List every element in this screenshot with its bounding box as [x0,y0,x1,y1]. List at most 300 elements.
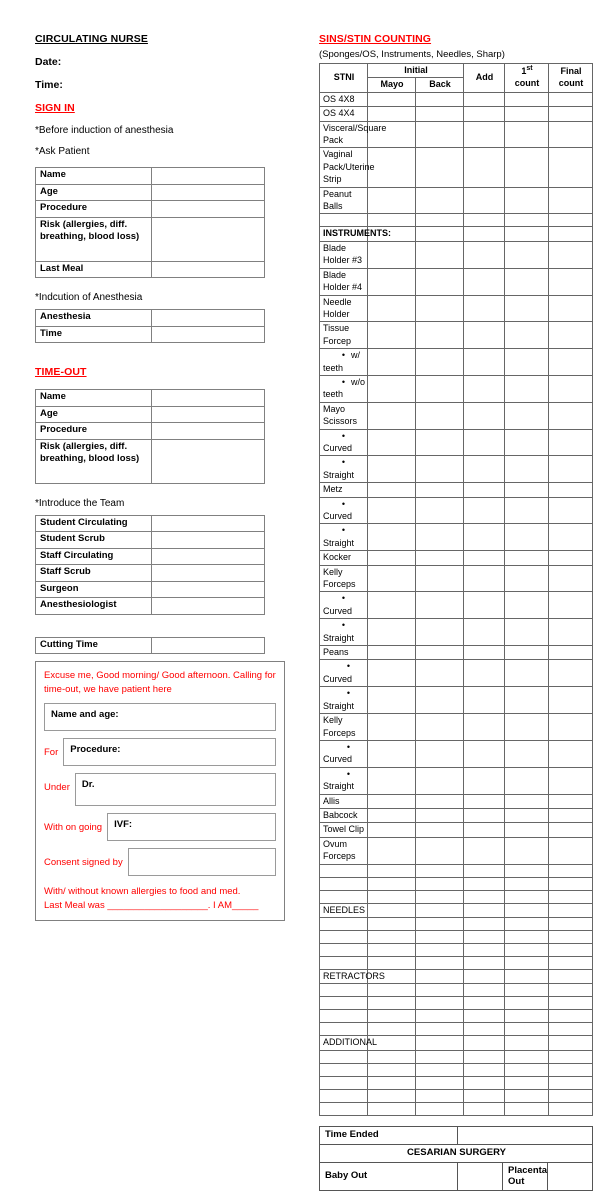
count-entry-cell[interactable] [464,497,505,524]
count-entry-cell[interactable] [416,997,464,1010]
count-entry-cell[interactable] [505,930,549,943]
row-value-field[interactable] [152,515,265,532]
count-entry-cell[interactable] [416,864,464,877]
count-entry-cell[interactable] [416,214,464,227]
count-entry-cell[interactable] [464,551,505,565]
row-value-field[interactable] [152,423,265,440]
count-entry-cell[interactable] [464,592,505,619]
count-entry-cell[interactable] [549,903,593,917]
placenta-out-field[interactable] [548,1162,593,1190]
count-entry-cell[interactable] [368,592,416,619]
count-entry-cell[interactable] [416,714,464,741]
count-entry-cell[interactable] [464,429,505,456]
count-entry-cell[interactable] [416,268,464,295]
blank-label-cell[interactable] [320,984,368,997]
consent-field[interactable] [128,848,276,876]
count-entry-cell[interactable] [505,903,549,917]
count-entry-cell[interactable] [549,956,593,969]
count-entry-cell[interactable] [464,687,505,714]
count-entry-cell[interactable] [368,956,416,969]
count-entry-cell[interactable] [464,864,505,877]
blank-label-cell[interactable] [320,1010,368,1023]
count-entry-cell[interactable] [549,930,593,943]
count-entry-cell[interactable] [549,214,593,227]
blank-label-cell[interactable] [320,214,368,227]
row-value-field[interactable] [152,598,265,615]
count-entry-cell[interactable] [416,1036,464,1050]
count-entry-cell[interactable] [368,295,416,322]
count-entry-cell[interactable] [549,1050,593,1063]
count-entry-cell[interactable] [505,1102,549,1115]
count-entry-cell[interactable] [549,241,593,268]
count-entry-cell[interactable] [368,930,416,943]
count-entry-cell[interactable] [368,349,416,376]
count-entry-cell[interactable] [464,808,505,822]
count-entry-cell[interactable] [505,943,549,956]
count-entry-cell[interactable] [416,1023,464,1036]
count-entry-cell[interactable] [416,687,464,714]
count-entry-cell[interactable] [549,107,593,121]
count-entry-cell[interactable] [505,890,549,903]
count-entry-cell[interactable] [464,524,505,551]
count-entry-cell[interactable] [505,524,549,551]
count-entry-cell[interactable] [549,349,593,376]
count-entry-cell[interactable] [549,794,593,808]
count-entry-cell[interactable] [368,660,416,687]
count-entry-cell[interactable] [505,402,549,429]
count-entry-cell[interactable] [505,295,549,322]
blank-label-cell[interactable] [320,1023,368,1036]
blank-label-cell[interactable] [320,1089,368,1102]
count-entry-cell[interactable] [416,402,464,429]
count-entry-cell[interactable] [368,456,416,483]
count-entry-cell[interactable] [549,823,593,837]
count-entry-cell[interactable] [505,646,549,660]
count-entry-cell[interactable] [549,551,593,565]
count-entry-cell[interactable] [505,456,549,483]
count-entry-cell[interactable] [368,551,416,565]
count-entry-cell[interactable] [368,497,416,524]
row-value-field[interactable] [152,184,265,201]
count-entry-cell[interactable] [368,1102,416,1115]
count-entry-cell[interactable] [464,268,505,295]
count-entry-cell[interactable] [368,714,416,741]
name-and-age-field[interactable]: Name and age: [44,703,276,731]
count-entry-cell[interactable] [464,837,505,864]
count-entry-cell[interactable] [416,660,464,687]
row-value-field[interactable] [152,326,265,343]
blank-label-cell[interactable] [320,1076,368,1089]
count-entry-cell[interactable] [464,241,505,268]
count-entry-cell[interactable] [464,646,505,660]
count-entry-cell[interactable] [416,767,464,794]
count-entry-cell[interactable] [416,375,464,402]
count-entry-cell[interactable] [549,864,593,877]
count-entry-cell[interactable] [368,877,416,890]
count-entry-cell[interactable] [505,121,549,148]
blank-label-cell[interactable] [320,890,368,903]
count-entry-cell[interactable] [505,864,549,877]
count-entry-cell[interactable] [368,1036,416,1050]
count-entry-cell[interactable] [549,148,593,187]
count-entry-cell[interactable] [368,1010,416,1023]
row-value-field[interactable] [152,310,265,327]
count-entry-cell[interactable] [416,497,464,524]
count-entry-cell[interactable] [505,877,549,890]
count-entry-cell[interactable] [505,148,549,187]
count-entry-cell[interactable] [368,402,416,429]
blank-label-cell[interactable] [320,864,368,877]
blank-label-cell[interactable] [320,877,368,890]
count-entry-cell[interactable] [505,1036,549,1050]
count-entry-cell[interactable] [505,1063,549,1076]
count-entry-cell[interactable] [464,1102,505,1115]
count-entry-cell[interactable] [505,1089,549,1102]
count-entry-cell[interactable] [505,241,549,268]
count-entry-cell[interactable] [549,660,593,687]
count-entry-cell[interactable] [549,969,593,983]
count-entry-cell[interactable] [416,646,464,660]
count-entry-cell[interactable] [549,1102,593,1115]
count-entry-cell[interactable] [505,660,549,687]
count-entry-cell[interactable] [416,227,464,241]
count-entry-cell[interactable] [416,592,464,619]
count-entry-cell[interactable] [368,837,416,864]
count-entry-cell[interactable] [464,483,505,497]
count-entry-cell[interactable] [505,1076,549,1089]
count-entry-cell[interactable] [416,903,464,917]
count-entry-cell[interactable] [549,592,593,619]
count-entry-cell[interactable] [368,890,416,903]
count-entry-cell[interactable] [368,429,416,456]
blank-label-cell[interactable] [320,1063,368,1076]
count-entry-cell[interactable] [505,984,549,997]
count-entry-cell[interactable] [464,565,505,592]
count-entry-cell[interactable] [368,524,416,551]
blank-label-cell[interactable] [320,956,368,969]
count-entry-cell[interactable] [549,375,593,402]
count-entry-cell[interactable] [464,148,505,187]
count-entry-cell[interactable] [549,402,593,429]
row-value-field[interactable] [152,565,265,582]
count-entry-cell[interactable] [416,1102,464,1115]
count-entry-cell[interactable] [464,984,505,997]
count-entry-cell[interactable] [368,92,416,106]
count-entry-cell[interactable] [416,187,464,214]
count-entry-cell[interactable] [549,565,593,592]
blank-label-cell[interactable] [320,1102,368,1115]
count-entry-cell[interactable] [464,295,505,322]
count-entry-cell[interactable] [416,429,464,456]
count-entry-cell[interactable] [416,1063,464,1076]
count-entry-cell[interactable] [368,943,416,956]
count-entry-cell[interactable] [368,767,416,794]
count-entry-cell[interactable] [464,349,505,376]
count-entry-cell[interactable] [549,984,593,997]
baby-out-field[interactable] [458,1162,503,1190]
count-entry-cell[interactable] [368,1023,416,1036]
count-entry-cell[interactable] [368,214,416,227]
count-entry-cell[interactable] [464,456,505,483]
count-entry-cell[interactable] [464,1063,505,1076]
count-entry-cell[interactable] [505,794,549,808]
count-entry-cell[interactable] [464,92,505,106]
count-entry-cell[interactable] [549,808,593,822]
blank-label-cell[interactable] [320,1050,368,1063]
count-entry-cell[interactable] [464,1023,505,1036]
count-entry-cell[interactable] [549,1036,593,1050]
count-entry-cell[interactable] [505,956,549,969]
count-entry-cell[interactable] [416,295,464,322]
count-entry-cell[interactable] [505,917,549,930]
count-entry-cell[interactable] [505,429,549,456]
count-entry-cell[interactable] [416,322,464,349]
count-entry-cell[interactable] [464,917,505,930]
count-entry-cell[interactable] [505,619,549,646]
count-entry-cell[interactable] [464,740,505,767]
count-entry-cell[interactable] [505,187,549,214]
time-ended-field[interactable] [458,1126,593,1144]
count-entry-cell[interactable] [549,429,593,456]
count-entry-cell[interactable] [416,956,464,969]
count-entry-cell[interactable] [416,483,464,497]
count-entry-cell[interactable] [368,268,416,295]
count-entry-cell[interactable] [416,241,464,268]
count-entry-cell[interactable] [464,823,505,837]
count-entry-cell[interactable] [464,107,505,121]
count-entry-cell[interactable] [416,121,464,148]
count-entry-cell[interactable] [464,227,505,241]
count-entry-cell[interactable] [464,997,505,1010]
count-entry-cell[interactable] [464,714,505,741]
count-entry-cell[interactable] [505,349,549,376]
count-entry-cell[interactable] [549,524,593,551]
count-entry-cell[interactable] [464,1050,505,1063]
count-entry-cell[interactable] [505,268,549,295]
count-entry-cell[interactable] [549,322,593,349]
count-entry-cell[interactable] [368,322,416,349]
count-entry-cell[interactable] [505,969,549,983]
count-entry-cell[interactable] [368,187,416,214]
row-value-field[interactable] [152,390,265,407]
count-entry-cell[interactable] [368,565,416,592]
row-value-field[interactable] [152,217,265,261]
count-entry-cell[interactable] [368,148,416,187]
count-entry-cell[interactable] [505,1010,549,1023]
count-entry-cell[interactable] [416,1076,464,1089]
count-entry-cell[interactable] [549,1023,593,1036]
count-entry-cell[interactable] [464,943,505,956]
count-entry-cell[interactable] [416,740,464,767]
count-entry-cell[interactable] [505,740,549,767]
count-entry-cell[interactable] [368,903,416,917]
count-entry-cell[interactable] [416,92,464,106]
row-value-field[interactable] [152,532,265,549]
count-entry-cell[interactable] [368,794,416,808]
count-entry-cell[interactable] [505,823,549,837]
count-entry-cell[interactable] [368,107,416,121]
count-entry-cell[interactable] [505,107,549,121]
count-entry-cell[interactable] [549,646,593,660]
count-entry-cell[interactable] [464,877,505,890]
count-entry-cell[interactable] [505,497,549,524]
count-entry-cell[interactable] [416,565,464,592]
count-entry-cell[interactable] [549,295,593,322]
count-entry-cell[interactable] [549,767,593,794]
count-entry-cell[interactable] [505,483,549,497]
count-entry-cell[interactable] [549,1089,593,1102]
count-entry-cell[interactable] [416,943,464,956]
count-entry-cell[interactable] [464,969,505,983]
blank-label-cell[interactable] [320,930,368,943]
count-entry-cell[interactable] [549,619,593,646]
count-entry-cell[interactable] [505,214,549,227]
count-entry-cell[interactable] [416,823,464,837]
count-entry-cell[interactable] [505,714,549,741]
count-entry-cell[interactable] [368,823,416,837]
count-entry-cell[interactable] [505,227,549,241]
row-value-field[interactable] [152,406,265,423]
row-value-field[interactable] [152,261,265,278]
count-entry-cell[interactable] [368,1063,416,1076]
blank-label-cell[interactable] [320,943,368,956]
count-entry-cell[interactable] [464,1076,505,1089]
count-entry-cell[interactable] [549,877,593,890]
count-entry-cell[interactable] [549,740,593,767]
count-entry-cell[interactable] [368,740,416,767]
count-entry-cell[interactable] [368,808,416,822]
count-entry-cell[interactable] [368,1076,416,1089]
count-entry-cell[interactable] [505,92,549,106]
count-entry-cell[interactable] [416,1050,464,1063]
count-entry-cell[interactable] [464,187,505,214]
count-entry-cell[interactable] [549,837,593,864]
count-entry-cell[interactable] [549,714,593,741]
count-entry-cell[interactable] [368,864,416,877]
count-entry-cell[interactable] [464,322,505,349]
count-entry-cell[interactable] [416,551,464,565]
count-entry-cell[interactable] [368,619,416,646]
count-entry-cell[interactable] [464,402,505,429]
count-entry-cell[interactable] [416,890,464,903]
blank-label-cell[interactable] [320,997,368,1010]
count-entry-cell[interactable] [549,687,593,714]
count-entry-cell[interactable] [505,592,549,619]
count-entry-cell[interactable] [505,322,549,349]
count-entry-cell[interactable] [505,837,549,864]
count-entry-cell[interactable] [368,375,416,402]
count-entry-cell[interactable] [549,227,593,241]
row-value-field[interactable] [152,581,265,598]
count-entry-cell[interactable] [416,877,464,890]
procedure-field[interactable]: Procedure: [63,738,276,766]
count-entry-cell[interactable] [505,767,549,794]
count-entry-cell[interactable] [416,107,464,121]
count-entry-cell[interactable] [464,121,505,148]
count-entry-cell[interactable] [549,1076,593,1089]
count-entry-cell[interactable] [368,646,416,660]
count-entry-cell[interactable] [464,1089,505,1102]
count-entry-cell[interactable] [416,917,464,930]
count-entry-cell[interactable] [416,1010,464,1023]
count-entry-cell[interactable] [549,187,593,214]
count-entry-cell[interactable] [416,794,464,808]
count-entry-cell[interactable] [505,1023,549,1036]
row-value-field[interactable] [152,439,265,483]
count-entry-cell[interactable] [549,268,593,295]
count-entry-cell[interactable] [549,1010,593,1023]
count-entry-cell[interactable] [505,551,549,565]
row-value-field[interactable] [152,548,265,565]
count-entry-cell[interactable] [416,349,464,376]
blank-label-cell[interactable] [320,917,368,930]
count-entry-cell[interactable] [464,1010,505,1023]
doctor-field[interactable]: Dr. [75,773,276,806]
count-entry-cell[interactable] [368,917,416,930]
count-entry-cell[interactable] [368,984,416,997]
count-entry-cell[interactable] [505,808,549,822]
count-entry-cell[interactable] [464,890,505,903]
count-entry-cell[interactable] [416,984,464,997]
count-entry-cell[interactable] [464,794,505,808]
count-entry-cell[interactable] [464,930,505,943]
count-entry-cell[interactable] [416,1089,464,1102]
row-value-field[interactable] [152,637,265,654]
ivf-field[interactable]: IVF: [107,813,276,841]
count-entry-cell[interactable] [368,1050,416,1063]
count-entry-cell[interactable] [464,660,505,687]
count-entry-cell[interactable] [416,969,464,983]
count-entry-cell[interactable] [549,92,593,106]
count-entry-cell[interactable] [505,997,549,1010]
count-entry-cell[interactable] [464,1036,505,1050]
row-value-field[interactable] [152,201,265,218]
row-value-field[interactable] [152,168,265,185]
count-entry-cell[interactable] [416,524,464,551]
count-entry-cell[interactable] [549,943,593,956]
count-entry-cell[interactable] [549,890,593,903]
count-entry-cell[interactable] [416,808,464,822]
count-entry-cell[interactable] [549,121,593,148]
count-entry-cell[interactable] [368,1089,416,1102]
count-entry-cell[interactable] [464,214,505,227]
count-entry-cell[interactable] [464,619,505,646]
count-entry-cell[interactable] [549,456,593,483]
count-entry-cell[interactable] [505,375,549,402]
count-entry-cell[interactable] [505,1050,549,1063]
count-entry-cell[interactable] [549,483,593,497]
count-entry-cell[interactable] [368,997,416,1010]
count-entry-cell[interactable] [416,148,464,187]
count-entry-cell[interactable] [416,456,464,483]
count-entry-cell[interactable] [549,997,593,1010]
count-entry-cell[interactable] [464,767,505,794]
count-entry-cell[interactable] [368,687,416,714]
count-entry-cell[interactable] [416,930,464,943]
count-entry-cell[interactable] [549,917,593,930]
count-entry-cell[interactable] [416,619,464,646]
count-entry-cell[interactable] [549,1063,593,1076]
count-entry-cell[interactable] [464,375,505,402]
count-entry-cell[interactable] [368,483,416,497]
count-entry-cell[interactable] [549,497,593,524]
count-entry-cell[interactable] [505,687,549,714]
count-entry-cell[interactable] [416,837,464,864]
count-entry-cell[interactable] [464,956,505,969]
count-entry-cell[interactable] [505,565,549,592]
count-entry-cell[interactable] [368,241,416,268]
count-entry-cell[interactable] [464,903,505,917]
